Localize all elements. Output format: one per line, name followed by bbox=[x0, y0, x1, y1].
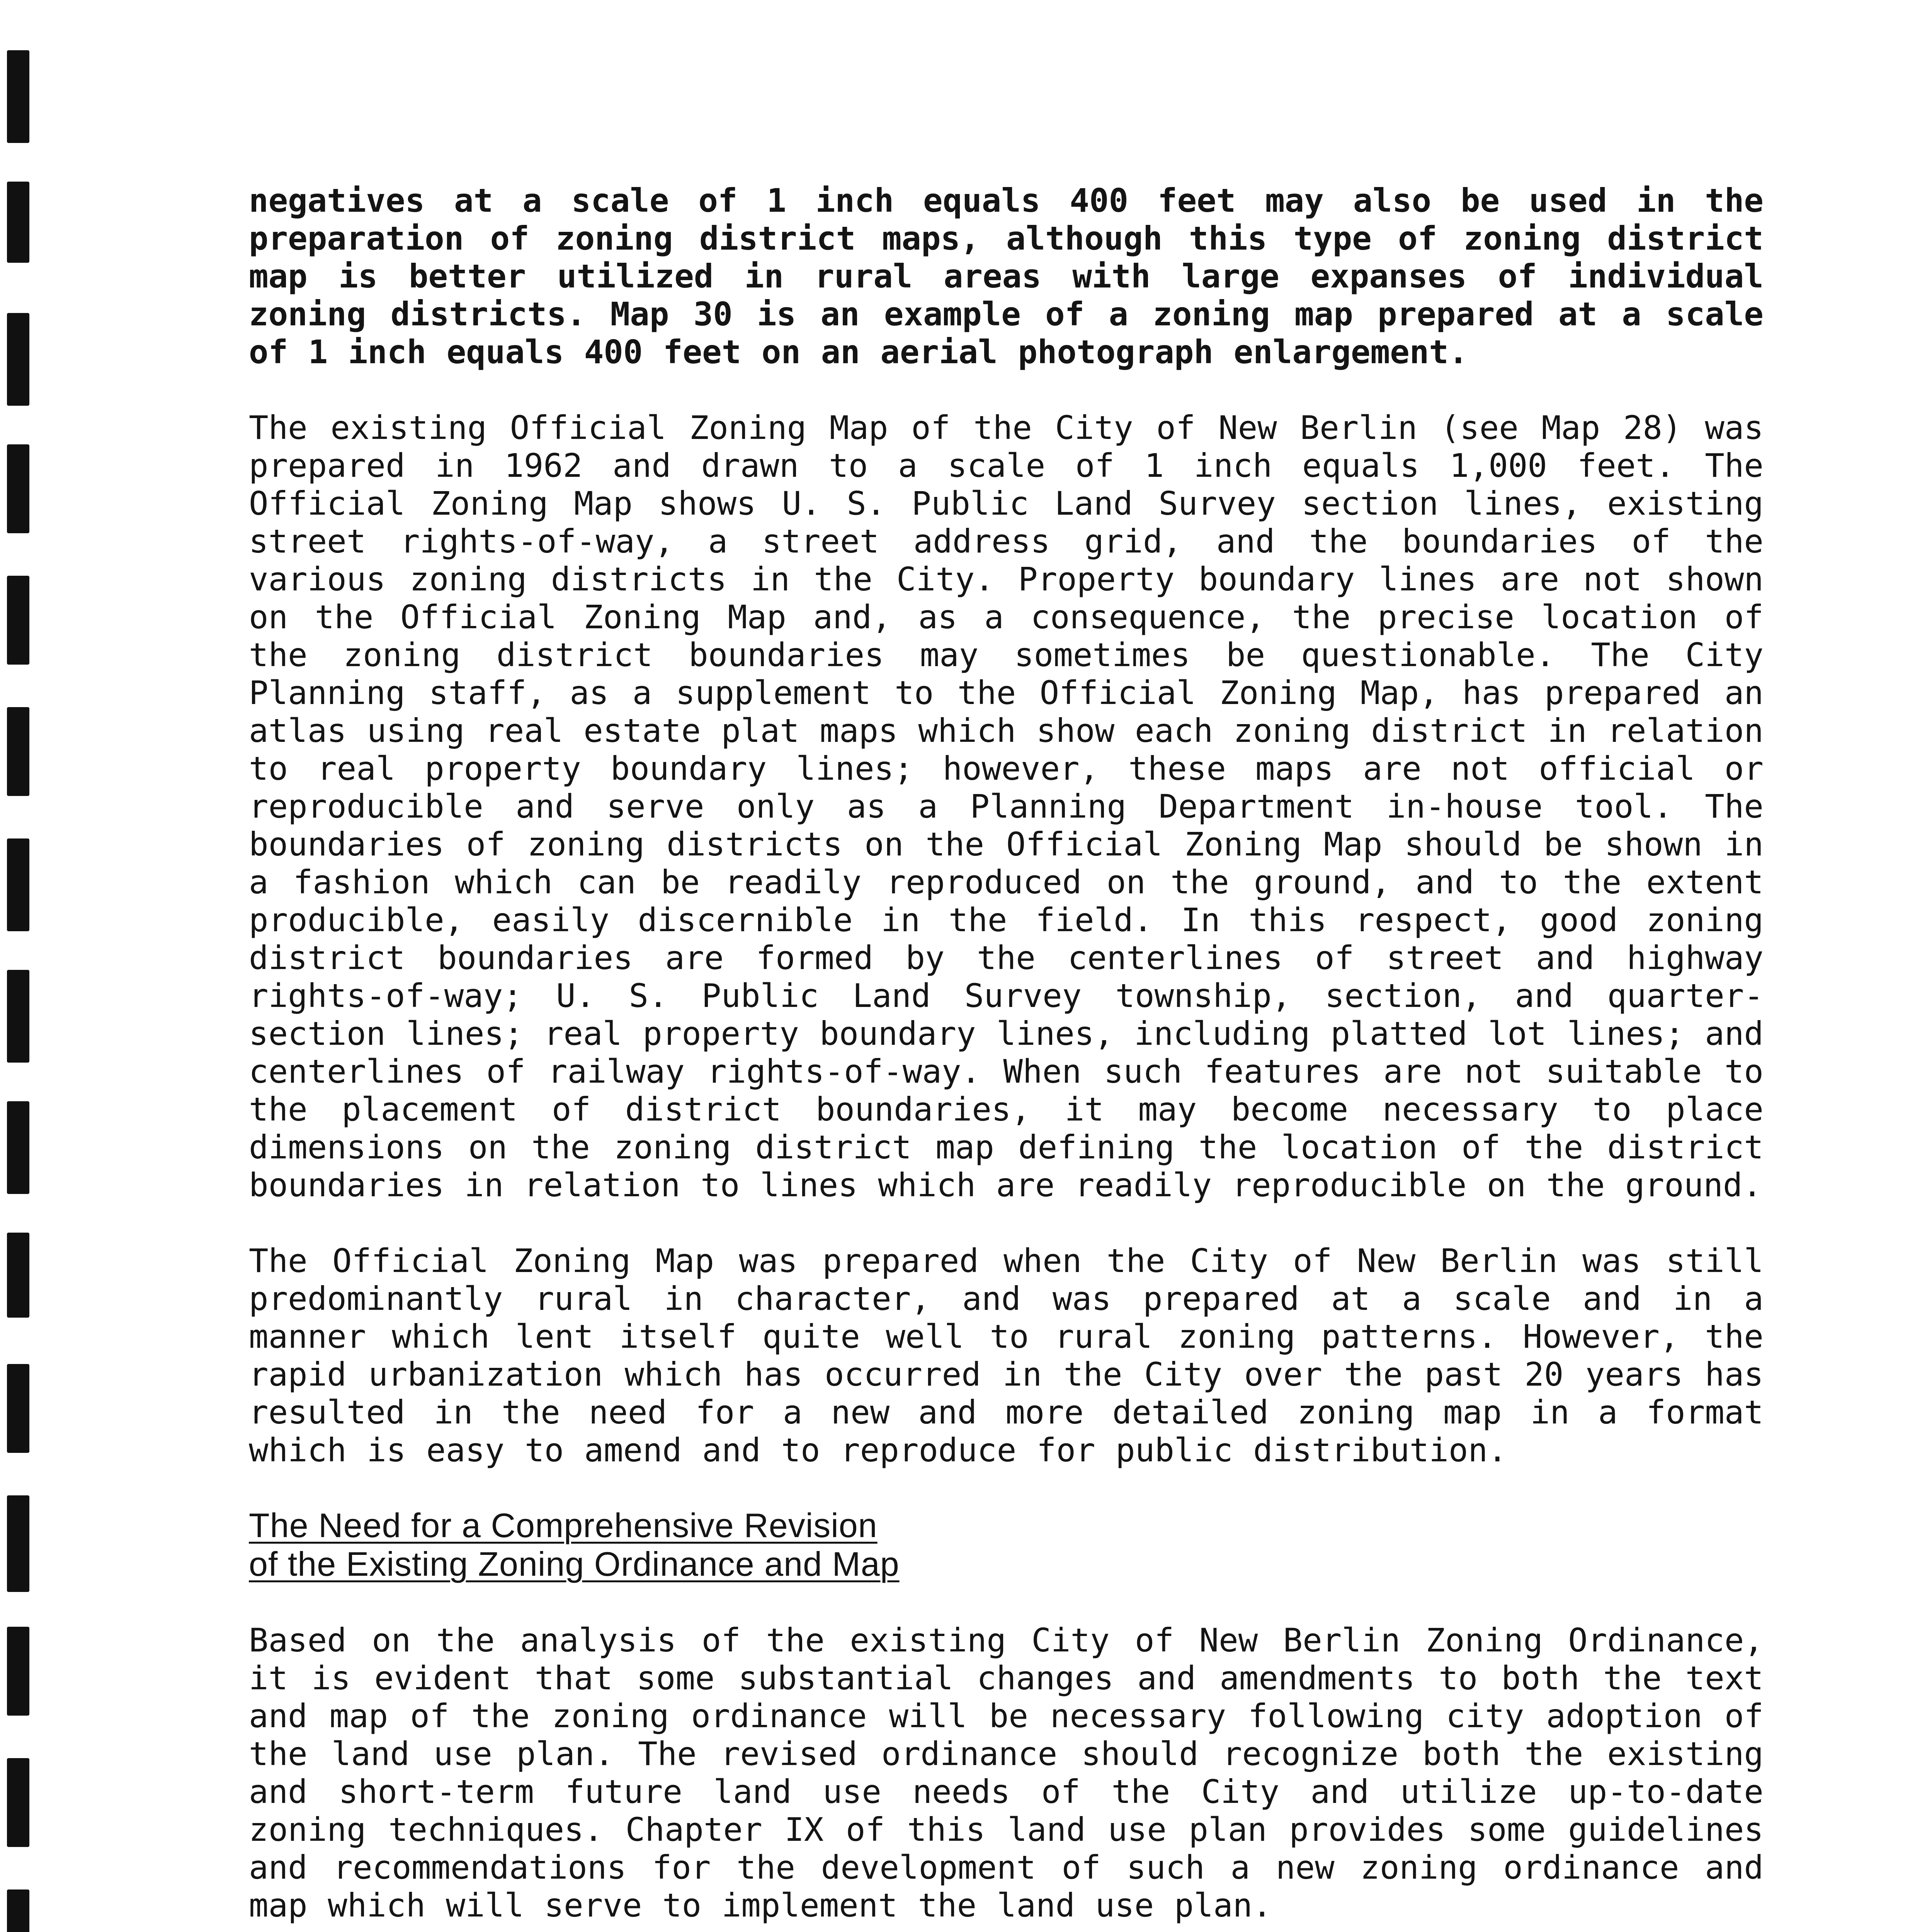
binding-mark bbox=[7, 182, 29, 263]
paragraph-official-zoning-map: The existing Official Zoning Map of the City of New Berlin (see Map 28) was prepared in 1962 and drawn to a scale of 1 inch equals 1,000 feet. The Official Zoning Map shows U. S. Public Land Survey section lines, existing street rights-of-way, a street address grid, and the boundaries of the various zoning districts in the City. Property boundary lines are not shown on the Official Zoning Map and, as a consequence, the precise location of the zoning district boundaries may sometimes be questionable. The City Planning staff, as a supplement to the Official Zoning Map, has prepared an atlas using real estate plat maps which show each zoning district in relation to real property boundary lines; however, these maps are not official or reproducible and serve only as a Planning Department in-house tool. The boundaries of zoning districts on the Official Zoning Map should be shown in a fashion which can be readily reproduced on the ground, and to the extent producible, easily discernible in the field. In this respect, good zoning district boundaries are formed by the centerlines of street and highway rights-of-way; U. S. Public Land Survey township, section, and quarter-section lines; real property boundary lines, including platted lot lines; and centerlines of railway rights-of-way. When such features are not suitable to the placement of district boundaries, it may become necessary to place dimensions on the zoning district map defining the location of the district boundaries in relation to lines which are readily reproducible on the ground. bbox=[249, 409, 1764, 1204]
binding-mark bbox=[7, 1627, 29, 1716]
binding-mark bbox=[7, 1758, 29, 1847]
binding-mark bbox=[7, 1495, 29, 1592]
paragraph-zoning-maps-scale: negatives at a scale of 1 inch equals 400 feet may also be used in the preparation of zoning district maps, although this type of zoning district map is better utilized in rural areas with large expanses of individual zoning districts. Map 30 is an example of a zoning map prepared at a scale of 1 inch equals 400 feet on an aerial photograph enlargement. bbox=[249, 182, 1764, 371]
binding-mark bbox=[7, 313, 29, 406]
subheading-line: of the Existing Zoning Ordinance and Map bbox=[249, 1545, 900, 1583]
binding-mark bbox=[7, 1364, 29, 1453]
binding-mark bbox=[7, 838, 29, 931]
binding-mark bbox=[7, 707, 29, 796]
binding-mark bbox=[7, 444, 29, 533]
subheading-comprehensive-revision bbox=[249, 1506, 1764, 1583]
binding-mark bbox=[7, 50, 29, 143]
binding-marks bbox=[0, 0, 62, 1932]
binding-mark bbox=[7, 576, 29, 665]
paragraph-analysis-zoning-ordinance: Based on the analysis of the existing City of New Berlin Zoning Ordinance, it is evident that some substantial changes and amendments to both the text and map of the zoning ordinance will be necessary following city adoption of the land use plan. The revised ordinance should recognize both the existing and short-term future land use needs of the City and utilize up-to-date zoning techniques. Chapter IX of this land use plan provides some guidelines and recommendations for the development of such a new zoning ordinance and map which will serve to implement the land use plan. bbox=[249, 1621, 1764, 1924]
binding-mark bbox=[7, 1889, 29, 1932]
paragraph-rural-character: The Official Zoning Map was prepared when the City of New Berlin was still predominantly rural in character, and was prepared at a scale and in a manner which lent itself quite well to rural zoning patterns. However, the rapid urbanization which has occurred in the City over the past 20 years has resulted in the need for a new and more detailed zoning map in a format which is easy to amend and to reproduce for public distribution. bbox=[249, 1242, 1764, 1469]
binding-mark bbox=[7, 1233, 29, 1318]
page-content bbox=[249, 182, 1764, 1932]
subheading-line: The Need for a Comprehensive Revision bbox=[249, 1506, 878, 1544]
binding-mark bbox=[7, 970, 29, 1063]
binding-mark bbox=[7, 1101, 29, 1194]
